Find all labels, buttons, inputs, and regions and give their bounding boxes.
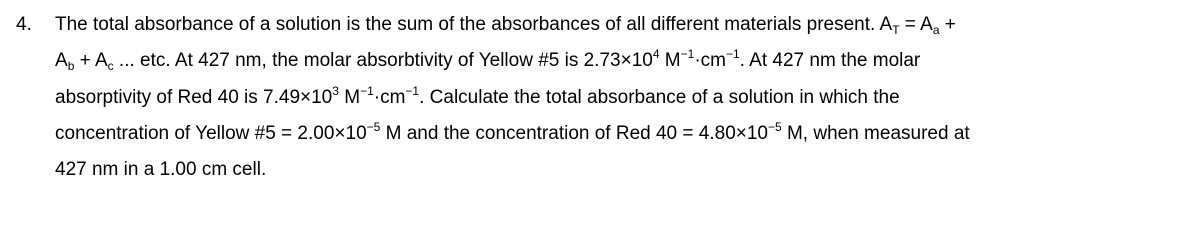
superscript: 4: [652, 47, 660, 61]
text-segment: The total absorbance of a solution is the sum of the absorbances of all different materials present. A: [55, 14, 893, 35]
text-segment: A: [55, 50, 68, 71]
text-segment: M: [338, 87, 361, 108]
text-segment: M: [659, 50, 681, 71]
text-segment: concentration of Yellow #5 = 2.00×10: [55, 123, 367, 144]
question-line-1: [55, 14, 956, 37]
superscript: −1: [680, 47, 695, 61]
text-segment: ... etc. At 427 nm, the molar absorbtivity of Yellow #5 is 2.73×10: [113, 50, 653, 71]
text-segment: . Calculate the total absorbance of a solution in which the: [419, 87, 900, 108]
subscript: T: [892, 23, 900, 37]
question-line-2: [55, 47, 921, 73]
superscript: −5: [366, 120, 381, 134]
text-segment: ·cm: [373, 87, 406, 108]
text-segment: . At 427 nm the molar: [739, 50, 921, 71]
text-segment: = A: [899, 14, 933, 35]
question-number: 4.: [16, 14, 32, 35]
subscript: c: [107, 59, 114, 73]
text-segment: + A: [74, 50, 108, 71]
text-segment: absorptivity of Red 40 is 7.49×10: [55, 87, 333, 108]
question-line-3: [55, 84, 900, 108]
text-segment: M, when measured at: [781, 123, 970, 144]
superscript: −5: [768, 120, 782, 134]
question-line-4: [55, 120, 970, 144]
superscript: −1: [725, 47, 740, 61]
superscript: 3: [332, 84, 339, 98]
subscript: a: [932, 23, 940, 37]
text-segment: M and the concentration of Red 40 = 4.80×10: [380, 123, 768, 144]
superscript: −1: [405, 84, 420, 98]
subscript: b: [67, 59, 75, 73]
text-segment: +: [939, 14, 956, 35]
text-segment: ·cm: [694, 50, 726, 71]
superscript: −1: [360, 84, 374, 98]
question-line-5: [55, 160, 266, 179]
text-segment: 427 nm in a 1.00 cm cell.: [55, 159, 267, 180]
